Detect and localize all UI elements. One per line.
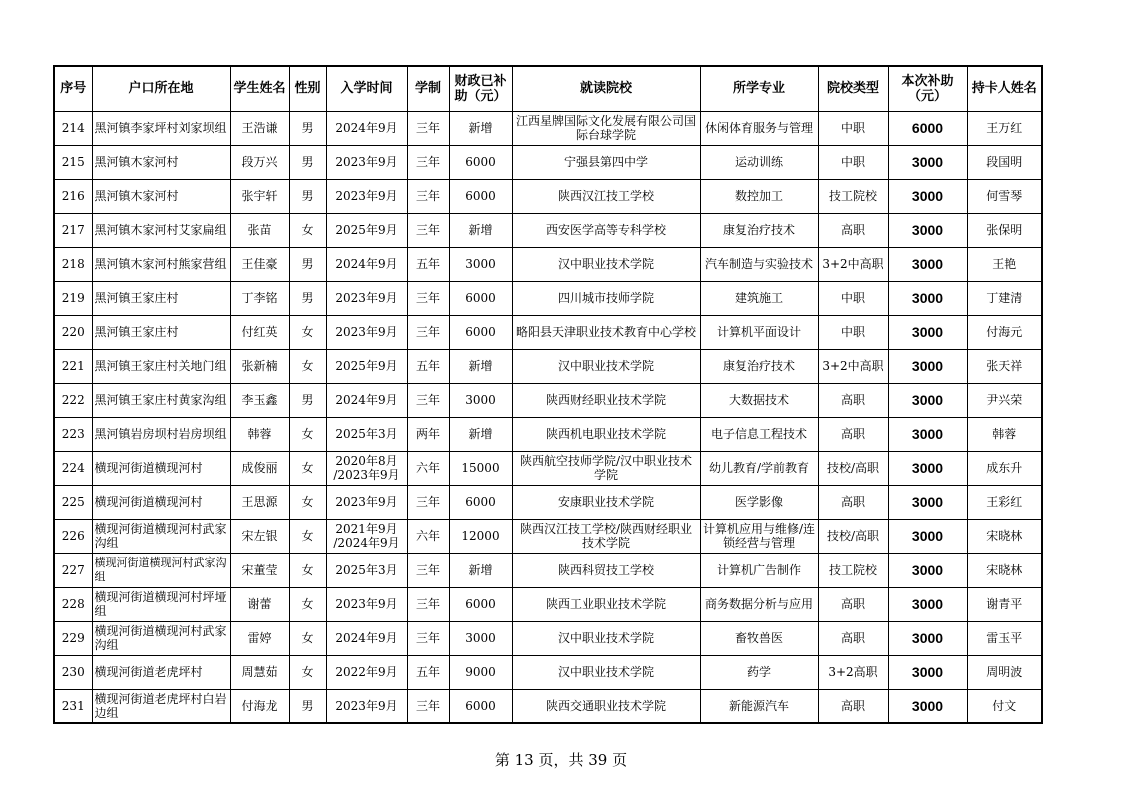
cell-major: 商务数据分析与应用: [700, 587, 818, 621]
cell-hukou: 黑河镇岩房坝村岩房坝组: [92, 417, 230, 451]
header-hukou: 户口所在地: [92, 66, 230, 111]
table-row: [54, 417, 1042, 451]
table-row: [54, 349, 1042, 383]
cell-enroll-date: 2025年9月: [326, 213, 407, 247]
cell-current-subsidy: 3000: [888, 485, 967, 519]
cell-gender: 男: [289, 111, 326, 145]
cell-school: 陕西汉江技工学校/陕西财经职业 技术学院: [512, 519, 700, 553]
cell-paid-subsidy: 6000: [449, 281, 512, 315]
cell-hukou: 黑河镇木家河村: [92, 145, 230, 179]
cell-hukou: 横现河街道横现河村武家 沟组: [92, 621, 230, 655]
cell-current-subsidy: 3000: [888, 417, 967, 451]
cell-gender: 女: [289, 417, 326, 451]
cell-duration: 三年: [407, 281, 449, 315]
table-row: [54, 111, 1042, 145]
header-row: [54, 66, 1042, 111]
cell-student-name: 宋董莹: [230, 553, 289, 587]
cell-hukou: 黑河镇木家河村: [92, 179, 230, 213]
cell-enroll-date: 2025年3月: [326, 553, 407, 587]
cell-student-name: 成俊丽: [230, 451, 289, 485]
cell-current-subsidy: 3000: [888, 315, 967, 349]
cell-current-subsidy: 3000: [888, 383, 967, 417]
cell-school: 陕西工业职业技术学院: [512, 587, 700, 621]
cell-duration: 三年: [407, 689, 449, 723]
table-body: [54, 111, 1042, 723]
cell-enroll-date: 2023年9月: [326, 281, 407, 315]
cell-duration: 三年: [407, 315, 449, 349]
cell-seq: 225: [54, 485, 92, 519]
cell-school-type: 高职: [818, 587, 888, 621]
cell-current-subsidy: 6000: [888, 111, 967, 145]
cell-enroll-date: 2023年9月: [326, 689, 407, 723]
cell-paid-subsidy: 新增: [449, 111, 512, 145]
cell-gender: 女: [289, 451, 326, 485]
cell-seq: 228: [54, 587, 92, 621]
cell-current-subsidy: 3000: [888, 587, 967, 621]
cell-paid-subsidy: 新增: [449, 213, 512, 247]
cell-gender: 女: [289, 213, 326, 247]
cell-major: 建筑施工: [700, 281, 818, 315]
cell-hukou: 黑河镇木家河村艾家扁组: [92, 213, 230, 247]
cell-paid-subsidy: 12000: [449, 519, 512, 553]
cell-card-holder: 成东升: [967, 451, 1042, 485]
table-row: [54, 213, 1042, 247]
cell-enroll-date: 2025年9月: [326, 349, 407, 383]
cell-gender: 男: [289, 281, 326, 315]
cell-enroll-date: 2024年9月: [326, 247, 407, 281]
cell-gender: 女: [289, 519, 326, 553]
cell-major: 运动训练: [700, 145, 818, 179]
cell-enroll-date: 2023年9月: [326, 485, 407, 519]
cell-school-type: 技工院校: [818, 553, 888, 587]
cell-school: 汉中职业技术学院: [512, 655, 700, 689]
cell-card-holder: 韩蓉: [967, 417, 1042, 451]
table-row: [54, 315, 1042, 349]
cell-duration: 三年: [407, 621, 449, 655]
cell-student-name: 李玉鑫: [230, 383, 289, 417]
cell-seq: 217: [54, 213, 92, 247]
cell-card-holder: 付文: [967, 689, 1042, 723]
cell-enroll-date: 2023年9月: [326, 315, 407, 349]
cell-seq: 214: [54, 111, 92, 145]
cell-major: 休闲体育服务与管理: [700, 111, 818, 145]
cell-school: 陕西财经职业技术学院: [512, 383, 700, 417]
cell-card-holder: 付海元: [967, 315, 1042, 349]
cell-enroll-date: 2020年8月 /2023年9月: [326, 451, 407, 485]
cell-school-type: 高职: [818, 689, 888, 723]
cell-student-name: 张苗: [230, 213, 289, 247]
cell-paid-subsidy: 6000: [449, 587, 512, 621]
cell-major: 新能源汽车: [700, 689, 818, 723]
cell-school-type: 高职: [818, 621, 888, 655]
cell-hukou: 横现河街道横现河村坪垭 组: [92, 587, 230, 621]
cell-student-name: 宋左银: [230, 519, 289, 553]
cell-duration: 五年: [407, 655, 449, 689]
header-gender: 性别: [289, 66, 326, 111]
cell-card-holder: 丁建清: [967, 281, 1042, 315]
cell-school: 陕西交通职业技术学院: [512, 689, 700, 723]
cell-hukou: 横现河街道横现河村: [92, 451, 230, 485]
cell-hukou: 黑河镇王家庄村: [92, 281, 230, 315]
cell-current-subsidy: 3000: [888, 179, 967, 213]
cell-student-name: 王思源: [230, 485, 289, 519]
cell-enroll-date: 2021年9月 /2024年9月: [326, 519, 407, 553]
cell-current-subsidy: 3000: [888, 451, 967, 485]
cell-major: 计算机应用与维修/连 锁经营与管理: [700, 519, 818, 553]
cell-school: 四川城市技师学院: [512, 281, 700, 315]
header-student-name: 学生姓名: [230, 66, 289, 111]
cell-major: 幼儿教育/学前教育: [700, 451, 818, 485]
cell-card-holder: 张天祥: [967, 349, 1042, 383]
cell-student-name: 王浩谦: [230, 111, 289, 145]
cell-school: 汉中职业技术学院: [512, 621, 700, 655]
cell-seq: 229: [54, 621, 92, 655]
cell-duration: 五年: [407, 349, 449, 383]
cell-major: 大数据技术: [700, 383, 818, 417]
cell-paid-subsidy: 3000: [449, 383, 512, 417]
cell-school-type: 高职: [818, 213, 888, 247]
header-seq: 序号: [54, 66, 92, 111]
cell-gender: 男: [289, 383, 326, 417]
cell-school-type: 3+2中高职: [818, 349, 888, 383]
cell-gender: 女: [289, 587, 326, 621]
cell-card-holder: 雷玉平: [967, 621, 1042, 655]
cell-paid-subsidy: 3000: [449, 247, 512, 281]
cell-enroll-date: 2023年9月: [326, 179, 407, 213]
cell-school-type: 高职: [818, 417, 888, 451]
cell-school-type: 3+2中高职: [818, 247, 888, 281]
cell-hukou: 横现河街道老虎坪村: [92, 655, 230, 689]
table-row: [54, 587, 1042, 621]
cell-major: 数控加工: [700, 179, 818, 213]
cell-paid-subsidy: 3000: [449, 621, 512, 655]
cell-gender: 男: [289, 689, 326, 723]
cell-seq: 220: [54, 315, 92, 349]
cell-major: 畜牧兽医: [700, 621, 818, 655]
cell-school-type: 技校/高职: [818, 519, 888, 553]
table-row: [54, 247, 1042, 281]
cell-school: 陕西机电职业技术学院: [512, 417, 700, 451]
cell-gender: 男: [289, 247, 326, 281]
cell-school: 略阳县天津职业技术教育中心学校: [512, 315, 700, 349]
cell-current-subsidy: 3000: [888, 519, 967, 553]
table-row: [54, 553, 1042, 587]
cell-enroll-date: 2024年9月: [326, 111, 407, 145]
cell-seq: 226: [54, 519, 92, 553]
cell-student-name: 谢蕾: [230, 587, 289, 621]
cell-duration: 三年: [407, 383, 449, 417]
cell-seq: 221: [54, 349, 92, 383]
cell-school: 西安医学高等专科学校: [512, 213, 700, 247]
cell-enroll-date: 2025年3月: [326, 417, 407, 451]
cell-gender: 女: [289, 315, 326, 349]
table-row: [54, 655, 1042, 689]
cell-duration: 六年: [407, 451, 449, 485]
cell-duration: 五年: [407, 247, 449, 281]
cell-duration: 三年: [407, 485, 449, 519]
cell-student-name: 张宇轩: [230, 179, 289, 213]
cell-paid-subsidy: 6000: [449, 689, 512, 723]
cell-card-holder: 尹兴荣: [967, 383, 1042, 417]
cell-seq: 223: [54, 417, 92, 451]
cell-major: 药学: [700, 655, 818, 689]
cell-current-subsidy: 3000: [888, 655, 967, 689]
cell-card-holder: 王彩红: [967, 485, 1042, 519]
table-row: [54, 519, 1042, 553]
cell-current-subsidy: 3000: [888, 689, 967, 723]
table-row: [54, 145, 1042, 179]
cell-seq: 231: [54, 689, 92, 723]
cell-duration: 三年: [407, 553, 449, 587]
cell-duration: 两年: [407, 417, 449, 451]
cell-hukou: 横现河街道横现河村武家 沟组: [92, 519, 230, 553]
cell-duration: 三年: [407, 213, 449, 247]
cell-school-type: 技工院校: [818, 179, 888, 213]
cell-school-type: 中职: [818, 281, 888, 315]
cell-hukou: 黑河镇木家河村熊家营组: [92, 247, 230, 281]
header-paid-subsidy: 财政已补 助（元）: [449, 66, 512, 111]
cell-paid-subsidy: 6000: [449, 485, 512, 519]
cell-duration: 三年: [407, 145, 449, 179]
cell-school: 汉中职业技术学院: [512, 349, 700, 383]
cell-major: 医学影像: [700, 485, 818, 519]
cell-paid-subsidy: 6000: [449, 145, 512, 179]
cell-school: 陕西汉江技工学校: [512, 179, 700, 213]
cell-school: 宁强县第四中学: [512, 145, 700, 179]
cell-hukou: 横现河街道老虎坪村白岩 边组: [92, 689, 230, 723]
cell-hukou: 横现河街道横现河村: [92, 485, 230, 519]
cell-enroll-date: 2024年9月: [326, 383, 407, 417]
cell-card-holder: 张保明: [967, 213, 1042, 247]
cell-card-holder: 王万红: [967, 111, 1042, 145]
cell-school-type: 中职: [818, 145, 888, 179]
cell-paid-subsidy: 6000: [449, 179, 512, 213]
cell-school-type: 高职: [818, 485, 888, 519]
table-row: [54, 179, 1042, 213]
cell-gender: 男: [289, 145, 326, 179]
cell-enroll-date: 2022年9月: [326, 655, 407, 689]
cell-school: 江西星牌国际文化发展有限公司国 际台球学院: [512, 111, 700, 145]
cell-school: 安康职业技术学院: [512, 485, 700, 519]
cell-current-subsidy: 3000: [888, 349, 967, 383]
cell-gender: 女: [289, 655, 326, 689]
page-footer: 第 13 页，共 39 页: [494, 751, 628, 769]
cell-hukou: 黑河镇王家庄村: [92, 315, 230, 349]
cell-gender: 男: [289, 179, 326, 213]
cell-card-holder: 宋晓林: [967, 553, 1042, 587]
cell-student-name: 周慧茹: [230, 655, 289, 689]
cell-student-name: 段万兴: [230, 145, 289, 179]
table-row: [54, 451, 1042, 485]
table-row: [54, 383, 1042, 417]
cell-paid-subsidy: 15000: [449, 451, 512, 485]
cell-hukou: 黑河镇李家坪村刘家坝组: [92, 111, 230, 145]
cell-duration: 三年: [407, 179, 449, 213]
cell-enroll-date: 2024年9月: [326, 621, 407, 655]
cell-student-name: 张新楠: [230, 349, 289, 383]
cell-student-name: 雷婷: [230, 621, 289, 655]
cell-card-holder: 周明波: [967, 655, 1042, 689]
header-card-holder: 持卡人姓名: [967, 66, 1042, 111]
cell-current-subsidy: 3000: [888, 553, 967, 587]
cell-paid-subsidy: 新增: [449, 349, 512, 383]
header-major: 所学专业: [700, 66, 818, 111]
cell-current-subsidy: 3000: [888, 213, 967, 247]
table-row: [54, 485, 1042, 519]
header-enroll-date: 入学时间: [326, 66, 407, 111]
cell-student-name: 付红英: [230, 315, 289, 349]
cell-seq: 218: [54, 247, 92, 281]
cell-current-subsidy: 3000: [888, 145, 967, 179]
cell-seq: 227: [54, 553, 92, 587]
header-current-subsidy: 本次补助 （元）: [888, 66, 967, 111]
header-school-type: 院校类型: [818, 66, 888, 111]
table-row: [54, 689, 1042, 723]
cell-paid-subsidy: 新增: [449, 553, 512, 587]
cell-student-name: 付海龙: [230, 689, 289, 723]
cell-major: 康复治疗技术: [700, 213, 818, 247]
cell-school: 汉中职业技术学院: [512, 247, 700, 281]
cell-current-subsidy: 3000: [888, 621, 967, 655]
cell-hukou: 横现河街道横现河村武家沟 组: [92, 553, 230, 587]
cell-seq: 219: [54, 281, 92, 315]
cell-school-type: 技校/高职: [818, 451, 888, 485]
cell-card-holder: 王艳: [967, 247, 1042, 281]
cell-seq: 224: [54, 451, 92, 485]
cell-duration: 三年: [407, 587, 449, 621]
cell-gender: 女: [289, 553, 326, 587]
cell-student-name: 韩蓉: [230, 417, 289, 451]
header-duration: 学制: [407, 66, 449, 111]
cell-duration: 六年: [407, 519, 449, 553]
cell-seq: 222: [54, 383, 92, 417]
cell-hukou: 黑河镇王家庄村关地门组: [92, 349, 230, 383]
table-row: [54, 281, 1042, 315]
cell-student-name: 丁李铭: [230, 281, 289, 315]
cell-enroll-date: 2023年9月: [326, 145, 407, 179]
cell-card-holder: 段国明: [967, 145, 1042, 179]
cell-duration: 三年: [407, 111, 449, 145]
cell-major: 计算机广告制作: [700, 553, 818, 587]
cell-current-subsidy: 3000: [888, 281, 967, 315]
cell-card-holder: 何雪琴: [967, 179, 1042, 213]
cell-seq: 230: [54, 655, 92, 689]
cell-paid-subsidy: 新增: [449, 417, 512, 451]
cell-current-subsidy: 3000: [888, 247, 967, 281]
cell-paid-subsidy: 9000: [449, 655, 512, 689]
cell-gender: 女: [289, 349, 326, 383]
cell-student-name: 王佳豪: [230, 247, 289, 281]
cell-school-type: 3+2高职: [818, 655, 888, 689]
cell-card-holder: 宋晓林: [967, 519, 1042, 553]
cell-school-type: 中职: [818, 111, 888, 145]
cell-paid-subsidy: 6000: [449, 315, 512, 349]
cell-enroll-date: 2023年9月: [326, 587, 407, 621]
cell-school: 陕西科贸技工学校: [512, 553, 700, 587]
cell-major: 康复治疗技术: [700, 349, 818, 383]
header-school: 就读院校: [512, 66, 700, 111]
cell-seq: 215: [54, 145, 92, 179]
cell-major: 计算机平面设计: [700, 315, 818, 349]
cell-school-type: 高职: [818, 383, 888, 417]
cell-school-type: 中职: [818, 315, 888, 349]
subsidy-table: [53, 65, 1043, 724]
cell-hukou: 黑河镇王家庄村黄家沟组: [92, 383, 230, 417]
cell-gender: 女: [289, 621, 326, 655]
cell-gender: 女: [289, 485, 326, 519]
cell-seq: 216: [54, 179, 92, 213]
table-header: [54, 66, 1042, 111]
cell-major: 电子信息工程技术: [700, 417, 818, 451]
cell-school: 陕西航空技师学院/汉中职业技术 学院: [512, 451, 700, 485]
table-row: [54, 621, 1042, 655]
cell-card-holder: 谢青平: [967, 587, 1042, 621]
cell-major: 汽车制造与实验技术: [700, 247, 818, 281]
